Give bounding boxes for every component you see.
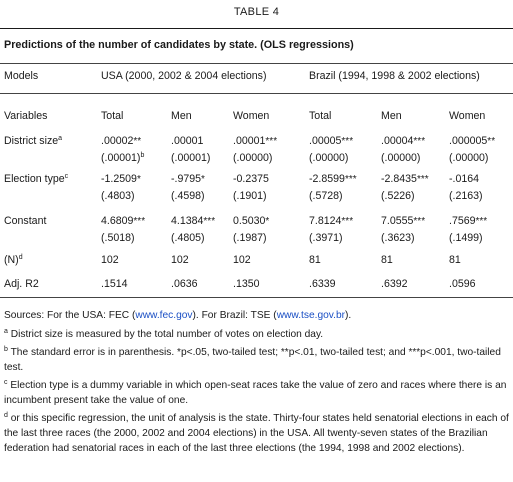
coef-value: 0.5030 (233, 215, 266, 227)
coef-cell (309, 173, 357, 186)
r2-row-label: Adj. R2 (4, 278, 39, 290)
coef-value: -2.8599 (309, 173, 345, 185)
significance-stars: *** (413, 216, 426, 227)
significance-stars: *** (341, 136, 354, 147)
coef-cell (449, 215, 487, 228)
se-cell (101, 232, 135, 245)
se-cell (309, 152, 348, 165)
row-label (4, 173, 68, 186)
coef-value: -.0164 (449, 173, 480, 185)
r2-value: .6339 (309, 278, 336, 290)
significance-stars: *** (341, 216, 354, 227)
coef-value: .00004 (381, 135, 414, 147)
coef-cell (449, 173, 479, 186)
coef-value: .000005 (449, 135, 488, 147)
variables-label: Variables (4, 110, 48, 122)
significance-stars: * (201, 174, 205, 185)
se-cell (233, 152, 272, 165)
n-value: 81 (449, 254, 461, 266)
coef-cell (101, 173, 141, 186)
group-brazil-header: Brazil (1994, 1998 & 2002 elections) (309, 70, 480, 82)
se-cell (233, 190, 267, 203)
row-label-sup: c (64, 173, 69, 180)
column-header: Women (449, 110, 486, 122)
n-row-label (4, 254, 23, 267)
significance-stars: *** (413, 136, 426, 147)
se-value: (.1499) (449, 232, 483, 244)
se-cell (449, 232, 483, 245)
r2-value: .1514 (101, 278, 128, 290)
se-value: (.3623) (381, 232, 415, 244)
n-value: 102 (171, 254, 189, 266)
n-value: 102 (101, 254, 119, 266)
coef-value: .00001 (171, 135, 204, 147)
coef-value: .00001 (233, 135, 266, 147)
significance-stars: *** (265, 136, 278, 147)
column-header: Total (101, 110, 124, 122)
coef-value: -2.8435 (381, 173, 417, 185)
column-header: Total (309, 110, 332, 122)
coef-cell (381, 173, 429, 186)
se-value: (.5728) (309, 190, 343, 202)
coef-cell (309, 135, 353, 148)
coef-value: .00005 (309, 135, 342, 147)
column-header: Men (381, 110, 402, 122)
se-value: (.1987) (233, 232, 267, 244)
se-cell (449, 190, 483, 203)
row-label-text: Constant (4, 215, 47, 227)
se-cell (101, 190, 135, 203)
row-label (4, 135, 62, 148)
coef-cell (449, 135, 495, 148)
row-label (4, 215, 46, 228)
se-value: (.00000) (309, 152, 349, 164)
se-value: (.5226) (381, 190, 415, 202)
note-a: $^a$ District size is measured by the total number of votes on election day. (4, 328, 324, 340)
note-d: $^d$ or this specific regression, the unit of analysis is the state. Thirty-four states held senatorial elections in each of the last three races (the 2000, 2002 and 2004 elections) in the USA. All twenty-seven states of the Brazilian federation had senatorial races in each of the last three elections (the 1994, 1998 and 2002 elections). (4, 412, 509, 454)
coef-value: -1.2509 (101, 173, 137, 185)
significance-stars: ** (487, 136, 496, 147)
column-header: Women (233, 110, 270, 122)
coef-value: -.9795 (171, 173, 202, 185)
n-value: 81 (309, 254, 321, 266)
n-label-text: (N) (4, 254, 19, 266)
se-cell (101, 152, 144, 165)
se-cell (381, 152, 420, 165)
models-label: Models (4, 70, 39, 82)
r2-value: .0636 (171, 278, 198, 290)
significance-stars: *** (475, 216, 488, 227)
note-sources: Sources: For the USA: FEC (www.fec.gov). For Brazil: TSE (www.tse.gov.br). (4, 310, 352, 321)
coef-cell (233, 173, 269, 186)
rule-caption (0, 63, 513, 64)
coef-value: .00002 (101, 135, 134, 147)
se-value: (.5018) (101, 232, 135, 244)
group-usa-header: USA (2000, 2002 & 2004 elections) (101, 70, 267, 82)
table-title: TABLE 4 (233, 6, 280, 18)
note-b: $^b$ The standard error is in parenthesis. *p<.05, two-tailed test; **p<.01, two-tailed test; and ***p<.001, two-tailed test. (4, 346, 501, 373)
se-cell (233, 232, 267, 245)
se-cell (381, 190, 415, 203)
se-cell (309, 232, 343, 245)
significance-stars: *** (203, 216, 216, 227)
fec-link[interactable]: www.fec.gov (135, 310, 193, 321)
coef-cell (101, 135, 141, 148)
significance-stars: * (136, 174, 141, 185)
se-value: (.4598) (171, 190, 205, 202)
coef-cell (233, 215, 269, 228)
se-sup: b (140, 152, 145, 159)
coef-value: 4.1384 (171, 215, 204, 227)
se-value: (.4805) (171, 232, 205, 244)
coef-value: 4.6809 (101, 215, 134, 227)
se-cell (171, 190, 205, 203)
note-c: $^c$ Election type is a dummy variable in which open-seat races take the value of zero and races where there is an incumbent present take the value of one. (4, 379, 507, 406)
column-header: Men (171, 110, 192, 122)
coef-cell (101, 215, 145, 228)
coef-cell (381, 215, 425, 228)
se-value: (.00000) (449, 152, 489, 164)
se-value: (.00000) (233, 152, 273, 164)
se-cell (171, 152, 210, 165)
se-cell (381, 232, 415, 245)
table-caption: Predictions of the number of candidates by state. (OLS regressions) (4, 39, 354, 51)
row-label-text: Election type (4, 173, 65, 185)
row-label-sup: a (58, 135, 63, 142)
se-cell (171, 232, 205, 245)
significance-stars: *** (344, 174, 357, 185)
row-label-text: District size (4, 135, 59, 147)
rule-bottom (0, 297, 513, 298)
n-label-sup: d (18, 254, 23, 261)
se-value: (.00001) (101, 152, 141, 164)
coef-value: -0.2375 (233, 173, 269, 185)
significance-stars: *** (133, 216, 146, 227)
se-cell (449, 152, 488, 165)
se-value: (.2163) (449, 190, 483, 202)
se-value: (.00001) (171, 152, 211, 164)
coef-value: 7.0555 (381, 215, 414, 227)
se-value: (.00000) (381, 152, 421, 164)
rule-top (0, 28, 513, 29)
significance-stars: ** (133, 136, 142, 147)
coef-value: .7569 (449, 215, 476, 227)
se-value: (.1901) (233, 190, 267, 202)
coef-value: 7.8124 (309, 215, 342, 227)
coef-cell (309, 215, 353, 228)
r2-value: .6392 (381, 278, 408, 290)
r2-value: .1350 (233, 278, 260, 290)
coef-cell (171, 215, 215, 228)
coef-cell (381, 135, 425, 148)
coef-cell (233, 135, 277, 148)
se-value: (.4803) (101, 190, 135, 202)
coef-cell (171, 135, 203, 148)
significance-stars: * (265, 216, 270, 227)
coef-cell (171, 173, 205, 186)
r2-value: .0596 (449, 278, 476, 290)
significance-stars: *** (416, 174, 429, 185)
n-value: 102 (233, 254, 251, 266)
tse-link[interactable]: www.tse.gov.br (276, 310, 346, 321)
se-cell (309, 190, 343, 203)
rule-header (0, 93, 513, 94)
n-value: 81 (381, 254, 393, 266)
se-value: (.3971) (309, 232, 343, 244)
